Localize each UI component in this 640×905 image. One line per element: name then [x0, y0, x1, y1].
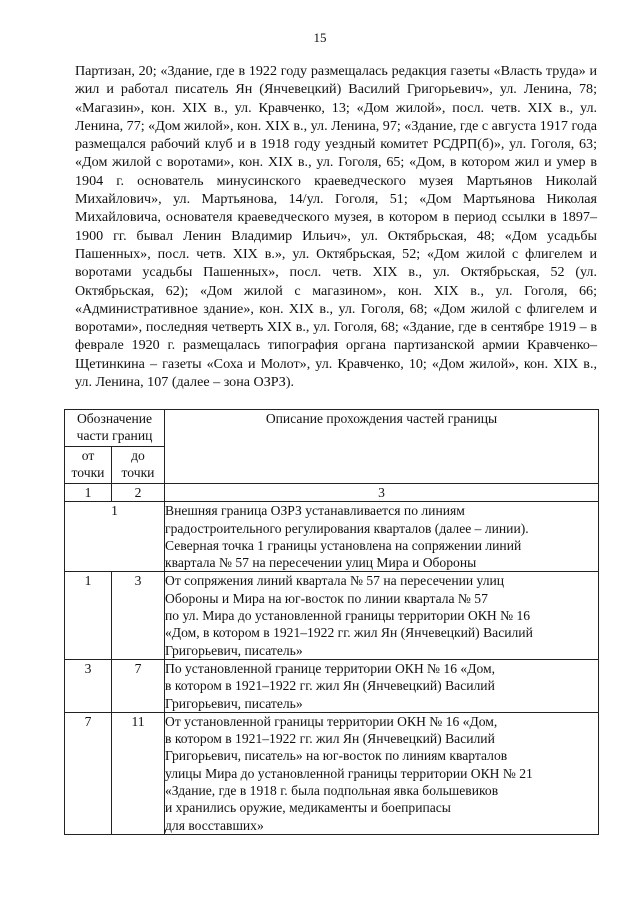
start-point-cell: 1 — [65, 502, 165, 572]
from-point-cell: 1 — [65, 572, 112, 659]
header-description: Описание прохождения частей границы — [165, 410, 599, 484]
column-number-1: 1 — [65, 484, 112, 502]
body-paragraph: Партизан, 20; «Здание, где в 1922 году размещалась редакция газеты «Власть труда» и жил и работал писатель Ян (Янчевецкий) Василий Григорьевич», ул. Ленина, 78; «Магазин», кон. XIX в., ул. Кравченко, 13; «Дом жилой», посл. четв. XIX в., ул. Ленина, 77; «Дом жилой», кон. XIX в., ул. Ленина, 97; «Здание, где с августа 1917 года размещался рабочий клуб и в 1918 году уездный комитет РСДРП(б)», ул. Гоголя, 63; «Дом жилой с воротами», кон. XIX в., ул. Гоголя, 65; «Дом, в котором жил и умер в 1904 г. основатель минусинского краеведческого музея Мартьянов Николай Михайлович», ул. Мартьянова, 14/ул. Гоголя, 51; «Дом Мартьянова Николая Михайловича, основателя краеведческого музея, в котором в период ссылки в 1897–1900 гг. бывал Ленин Владимир Ильич», ул. Октябрьская, 48; «Дом усадьбы Пашенных», посл. четв. XIX в.», ул. Октябрьская, 52; «Дом жилой с флигелем и воротами усадьбы Пашенных», посл. четв. XIX в., ул. Октябрьская, 52 (ул. Октябрьская, 62); «Дом жилой с магазином», кон. XIX в., ул. Гоголя, 66; «Административное здание», кон. XIX в., ул. Гоголя, 68; «Дом жилой с флигелем и воротами», последняя четверть XIX в., ул. Гоголя, 68; «Здание, где в сентябре 1919 – в феврале 1920 г. размещалась типография органа партизанской армии Кравченко–Щетинкина – газеты «Соха и Молот», ул. Кравченко, 10; «Дом жилой», кон. XIX в., ул. Ленина, 107 (далее – зона ОЗРЗ). — [75, 63, 597, 391]
row-description: По установленной границе территории ОКН № 16 «Дом, в котором в 1921–1922 гг. жил Ян (Янчевецкий) Василий Григорьевич, писатель» — [165, 659, 599, 712]
header-from-point: от точки — [65, 447, 112, 484]
table-row — [65, 572, 599, 659]
table-row — [65, 502, 599, 572]
row-description: Внешняя граница ОЗРЗ устанавливается по линиям градостроительного регулирования кварталов (далее – линии). Северная точка 1 границы установлена на сопряжении линий квартала № 57 на пересечении улиц Мира и Обороны — [165, 502, 599, 572]
header-to-point: до точки — [112, 447, 165, 484]
header-designation: Обозначение части границ — [65, 410, 165, 447]
from-point-cell: 7 — [65, 712, 112, 834]
table-header-row — [65, 410, 599, 447]
to-point-cell: 11 — [112, 712, 165, 834]
to-point-cell: 3 — [112, 572, 165, 659]
row-description: От установленной границы территории ОКН № 16 «Дом, в котором в 1921–1922 гг. жил Ян (Янчевецкий) Василий Григорьевич, писатель» на юг-восток по линиям кварталов улицы Мира до установленной границы территории ОКН № 21 «Здание, где в 1918 г. была подпольная явка большевиков и хранились оружие, медикаменты и боеприпасы для восставших» — [165, 712, 599, 834]
table-row — [65, 659, 599, 712]
page-number: 15 — [313, 30, 327, 45]
table-column-number-row — [65, 484, 599, 502]
from-point-cell: 3 — [65, 659, 112, 712]
column-number-2: 2 — [112, 484, 165, 502]
table-row — [65, 712, 599, 834]
column-number-3: 3 — [165, 484, 599, 502]
to-point-cell: 7 — [112, 659, 165, 712]
row-description: От сопряжения линий квартала № 57 на пересечении улиц Обороны и Мира на юг-восток по линии квартала № 57 по ул. Мира до установленной границы территории ОКН № 16 «Дом, в котором в 1921–1922 гг. жил Ян (Янчевецкий) Василий Григорьевич, писатель» — [165, 572, 599, 659]
boundary-table — [64, 409, 599, 835]
